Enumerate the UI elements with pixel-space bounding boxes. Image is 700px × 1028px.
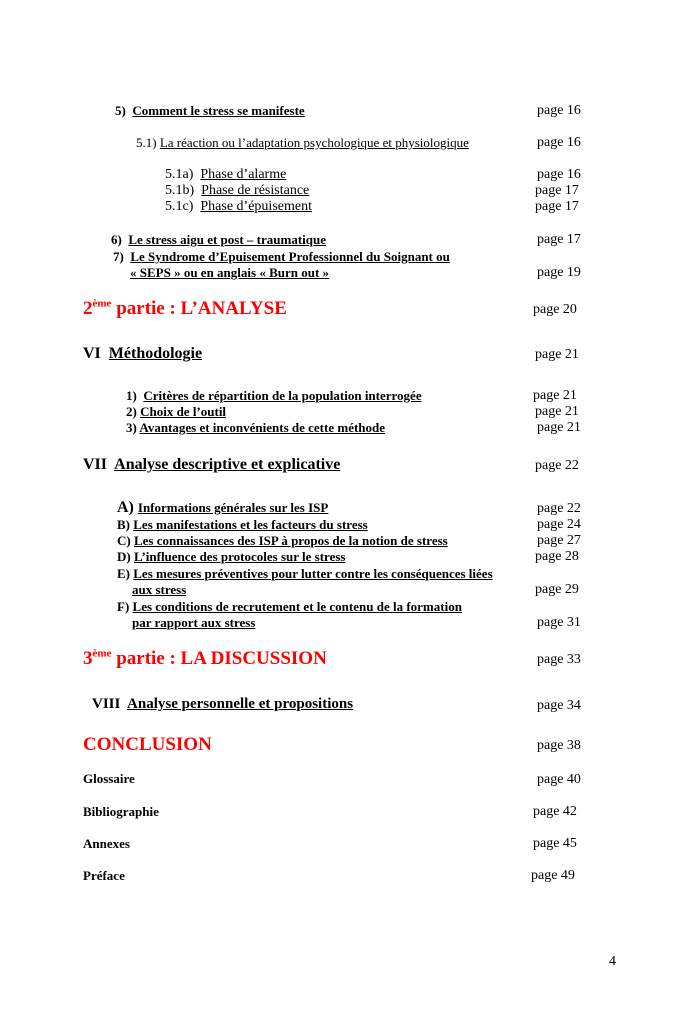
- toc-page: page 45: [533, 836, 577, 851]
- page-number: 4: [609, 954, 616, 969]
- toc-number: 7): [113, 249, 124, 264]
- toc-page: page 31: [537, 615, 581, 630]
- toc-entry-vi-1: [126, 389, 422, 402]
- toc-page: page 27: [537, 533, 581, 548]
- toc-number: VI: [83, 345, 101, 362]
- toc-entry-vii-f: [117, 600, 462, 613]
- toc-entry-5-1: [136, 136, 469, 149]
- toc-page: page 17: [535, 199, 579, 214]
- toc-page: page 40: [537, 772, 581, 787]
- toc-title-line2[interactable]: aux stress: [132, 582, 187, 597]
- toc-title[interactable]: Les connaissances des ISP à propos de la notion de stress: [133, 533, 448, 548]
- toc-title[interactable]: Informations générales sur les ISP: [137, 500, 329, 515]
- toc-page: page 33: [537, 652, 581, 667]
- toc-number: VIII: [92, 696, 121, 712]
- toc-number: 5.1): [136, 135, 157, 150]
- toc-entry-viii: [92, 697, 353, 712]
- toc-page: page 22: [537, 501, 581, 516]
- toc-title[interactable]: Phase d’alarme: [200, 167, 287, 182]
- toc-page: page 21: [537, 420, 581, 435]
- toc-page: page 38: [537, 738, 581, 753]
- toc-page: page 29: [535, 582, 579, 597]
- toc-page: page 17: [537, 232, 581, 247]
- toc-title[interactable]: Avantages et inconvénients de cette méthode: [139, 420, 386, 435]
- toc-page: page 17: [535, 183, 579, 198]
- toc-page: page 34: [537, 698, 581, 713]
- toc-number: B): [117, 517, 130, 532]
- toc-page: page 22: [535, 458, 579, 473]
- toc-page: page 19: [537, 265, 581, 280]
- toc-entry-7: [113, 250, 450, 263]
- toc-page: page 20: [533, 302, 577, 317]
- toc-entry-5: [115, 104, 305, 117]
- toc-entry-vii-d: [117, 550, 345, 563]
- toc-title[interactable]: Analyse personnelle et propositions: [127, 696, 354, 712]
- toc-entry-vii-b: [117, 518, 368, 531]
- preface-heading: Préface: [83, 868, 125, 883]
- toc-title[interactable]: Comment le stress se manifeste: [132, 103, 305, 118]
- toc-title[interactable]: La réaction ou l’adaptation psychologique et physiologique: [159, 135, 469, 150]
- bibliographie-heading: Bibliographie: [83, 804, 159, 819]
- toc-entry-vii: [83, 457, 340, 473]
- toc-entry-vi-2: [126, 405, 226, 418]
- part-number: 2: [83, 298, 93, 319]
- toc-number: 6): [111, 232, 122, 247]
- toc-title-line1[interactable]: Les conditions de recrutement et le contenu de la formation: [132, 599, 462, 614]
- toc-page: page 28: [535, 549, 579, 564]
- toc-page: page 16: [537, 135, 581, 150]
- toc-page: page 21: [535, 347, 579, 362]
- toc-page: page 49: [531, 868, 575, 883]
- toc-page: page 16: [537, 103, 581, 118]
- toc-title-line2[interactable]: « SEPS » ou en anglais « Burn out »: [130, 265, 330, 280]
- toc-title[interactable]: Analyse descriptive et explicative: [114, 456, 341, 473]
- toc-number: 5.1b): [165, 183, 195, 198]
- toc-title[interactable]: Choix de l’outil: [140, 404, 227, 419]
- toc-number: A): [117, 499, 134, 516]
- toc-entry-5-1a: [165, 168, 286, 182]
- toc-title-line2[interactable]: par rapport aux stress: [132, 615, 256, 630]
- part-2-heading: [83, 299, 287, 318]
- toc-number: 5): [115, 103, 126, 118]
- toc-title[interactable]: Critères de répartition de la population interrogée: [143, 388, 422, 403]
- toc-entry-vi-3: [126, 421, 385, 434]
- toc-number: C): [117, 533, 131, 548]
- toc-title[interactable]: Phase d’épuisement: [200, 199, 312, 214]
- toc-page: page 16: [537, 167, 581, 182]
- toc-entry-5-1b: [165, 184, 309, 198]
- toc-number: 5.1c): [165, 199, 194, 214]
- toc-title[interactable]: Phase de résistance: [201, 183, 310, 198]
- toc-entry-vii-c: [117, 534, 448, 547]
- toc-title-line1[interactable]: Le Syndrome d’Epuisement Professionnel du Soignant ou: [130, 249, 450, 264]
- toc-number: 1): [126, 388, 137, 403]
- part-sup: ème: [92, 297, 112, 310]
- toc-page: page 24: [537, 517, 581, 532]
- part-title: partie : L’ANALYSE: [111, 298, 287, 319]
- toc-number: E): [117, 566, 130, 581]
- toc-page: page 21: [535, 404, 579, 419]
- part-title: partie : LA DISCUSSION: [111, 648, 327, 669]
- toc-page: page 21: [533, 388, 577, 403]
- toc-entry-vii-e: [117, 567, 493, 580]
- toc-title[interactable]: Le stress aigu et post – traumatique: [128, 232, 326, 247]
- toc-entry-5-1c: [165, 200, 312, 214]
- toc-entry-vii-a: [117, 500, 328, 516]
- toc-title-line1[interactable]: Les mesures préventives pour lutter contre les conséquences liées: [133, 566, 493, 581]
- toc-number: 2): [126, 404, 137, 419]
- annexes-heading: Annexes: [83, 836, 130, 851]
- part-sup: ème: [92, 647, 112, 660]
- part-number: 3: [83, 648, 93, 669]
- toc-entry-vi: [83, 346, 202, 362]
- conclusion-heading: CONCLUSION: [83, 734, 212, 755]
- toc-title[interactable]: Les manifestations et les facteurs du stress: [133, 517, 368, 532]
- toc-number: 3): [126, 420, 137, 435]
- part-3-heading: [83, 649, 327, 668]
- glossaire-heading: Glossaire: [83, 771, 135, 786]
- toc-number: F): [117, 599, 130, 614]
- toc-number: VII: [83, 456, 108, 473]
- toc-number: D): [117, 549, 131, 564]
- toc-title[interactable]: Méthodologie: [108, 345, 203, 362]
- toc-page: page 42: [533, 804, 577, 819]
- toc-entry-6: [111, 233, 326, 246]
- toc-number: 5.1a): [165, 167, 194, 182]
- toc-title[interactable]: L’influence des protocoles sur le stress: [133, 549, 346, 564]
